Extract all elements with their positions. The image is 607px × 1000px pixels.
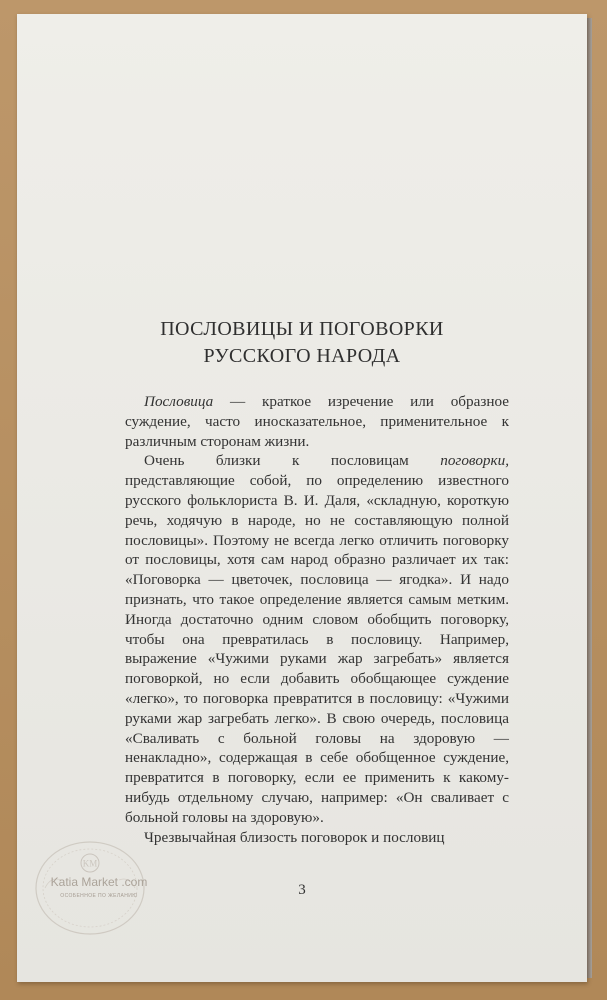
italic-term-proverb: Пословица <box>144 393 214 410</box>
page-number: 3 <box>298 882 306 898</box>
paragraph-2-text-before: Очень близки к пословицам <box>144 452 441 470</box>
paragraph-3: Чрезвычайная близость поговорок и пословиц <box>144 828 445 846</box>
body-text <box>125 392 509 847</box>
paragraph-2 <box>125 451 509 827</box>
chapter-heading <box>17 316 587 370</box>
paragraph-1 <box>125 392 509 451</box>
watermark-tagline: ОСОБЕННОЕ ПО ЖЕЛАНИЮ <box>60 893 138 899</box>
italic-term-saying: поговорки, <box>440 452 509 470</box>
heading-line-2: РУССКОГО НАРОДА <box>203 345 401 367</box>
paragraph-1-text: — краткое изречение или образное суждение, часто иносказательное, применительное к различным сторонам жизни. <box>125 393 509 450</box>
paragraph-2-text-after: представляющие собой, по определению известного русского фольклориста В. И. Даля, «складную, короткую речь, ходячую в народе, но не составляющую полной пословицы». Поэтому не всегда легко отличить поговорку от пословицы, хотя сам народ образно различает их так: «Поговорка — цветочек, пословица — ягодка». И надо признать, что такое определение является самым метким. Иногда достаточно одним словом обобщить поговорку, чтобы она превратилась в пословицу. Например, выражение «Чужими руками жар загребать» является поговоркой, но если добавить обобщающее суждение «легко», то поговорка превратится в пословицу: «Чужими руками жар загребать легко». В свою очередь, пословица «Сваливать с больной головы на здоровую — ненакладно», содержащая в себе обобщенное суждение, превратится в поговорку, если ее применить к какому-нибудь отдельному случаю, например: «Он сваливает с больной головы на здоровую». <box>125 472 509 826</box>
watermark-name: Katia Market .com <box>50 875 148 889</box>
watermark-monogram: KM <box>82 858 98 869</box>
heading-line-1: ПОСЛОВИЦЫ И ПОГОВОРКИ <box>160 318 444 340</box>
